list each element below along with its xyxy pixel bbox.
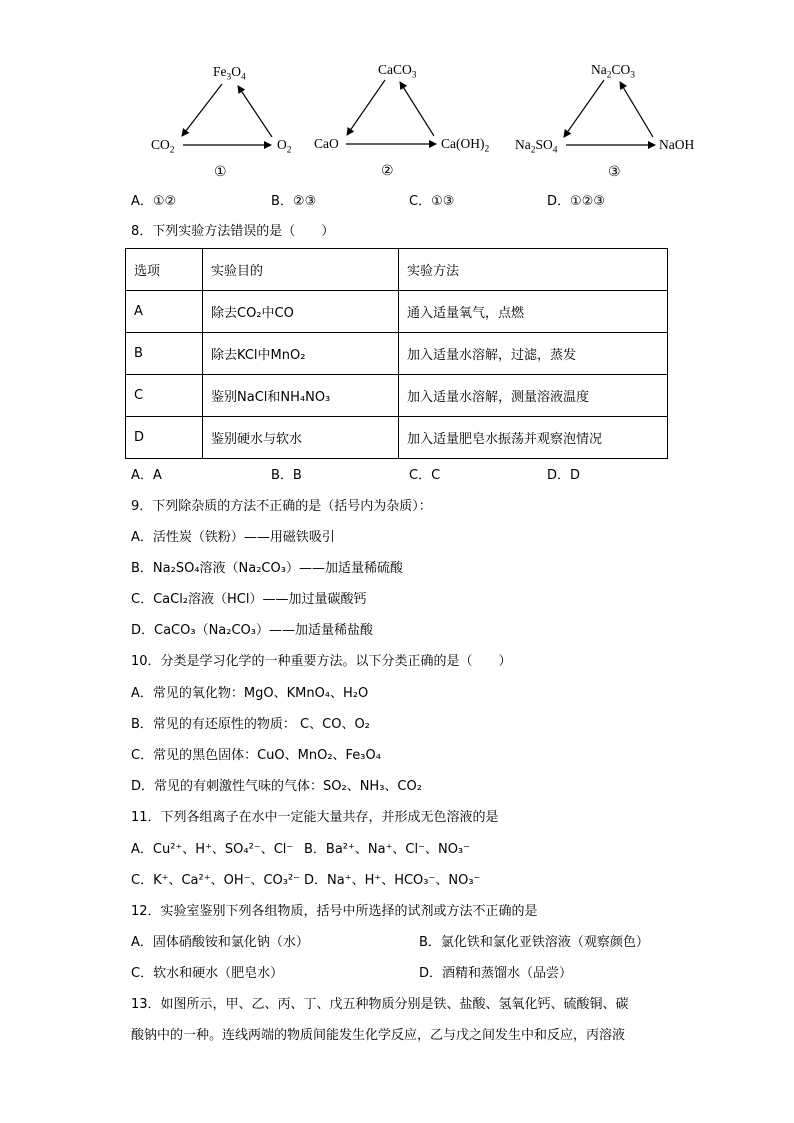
diagram-3-arrows bbox=[564, 80, 655, 145]
table-cell: 加入适量水溶解，过滤，蒸发 bbox=[399, 333, 668, 375]
q10-stem: 10．分类是学习化学的一种重要方法。以下分类正确的是（ ） bbox=[131, 654, 512, 669]
diagram-3-left: $Na_2SO_4$ bbox=[515, 137, 558, 156]
q9-option-b[interactable]: B．Na₂SO₄溶液（Na₂CO₃）——加适量稀硫酸 bbox=[131, 561, 403, 576]
q12-stem: 12．实验室鉴别下列各组物质，括号中所选择的试剂或方法不正确的是 bbox=[131, 904, 538, 919]
q7-option-a[interactable]: A．①② bbox=[131, 194, 177, 209]
q8-option-b[interactable]: B．B bbox=[271, 468, 302, 483]
q9-option-d[interactable]: D．CaCO₃（Na₂CO₃）——加适量稀盐酸 bbox=[131, 623, 373, 638]
q12-option-c[interactable]: C．软水和硬水（肥皂水） bbox=[131, 966, 284, 981]
table-cell: 鉴别硬水与软水 bbox=[203, 417, 399, 459]
diagram-3-top: $Na_2CO_3$ bbox=[591, 62, 635, 81]
q10-option-a[interactable]: A．常见的氧化物：MgO、KMnO₄、H₂O bbox=[131, 686, 369, 701]
q11-stem: 11．下列各组离子在水中一定能大量共存，并形成无色溶液的是 bbox=[131, 810, 499, 825]
diagram-1-arrows bbox=[182, 84, 272, 145]
q13-line-1: 13．如图所示，甲、乙、丙、丁、戊五种物质分别是铁、盐酸、氢氧化钙、硫酸铜、碳 bbox=[131, 997, 629, 1012]
table-row bbox=[126, 375, 668, 417]
table-cell: 加入适量水溶解，测量溶液温度 bbox=[399, 375, 668, 417]
q8-option-d[interactable]: D．D bbox=[547, 468, 581, 483]
q8-option-a[interactable]: A．A bbox=[131, 468, 162, 483]
diagram-2-left: CaO bbox=[314, 136, 339, 151]
table-header-cell: 实验方法 bbox=[399, 249, 668, 291]
table-cell: C bbox=[126, 375, 203, 417]
diagram-1-label: ① bbox=[214, 164, 227, 180]
arrow-na2co3-to-na2so4 bbox=[564, 80, 604, 137]
q13-line-2: 酸钠中的一种。连线两端的物质间能发生化学反应，乙与戊之间发生中和反应，丙溶液 bbox=[131, 1028, 626, 1043]
diagram-2-label: ② bbox=[381, 163, 394, 179]
table-row bbox=[126, 417, 668, 459]
table-cell: B bbox=[126, 333, 203, 375]
reaction-diagrams bbox=[0, 0, 794, 200]
arrow-caco3-to-cao bbox=[347, 80, 385, 135]
q10-option-b[interactable]: B．常见的有还原性的物质： C、CO、O₂ bbox=[131, 717, 370, 732]
arrow-o2-to-fe3o4 bbox=[238, 86, 272, 137]
arrow-caoh2-to-caco3 bbox=[400, 82, 434, 136]
table-header-cell: 实验目的 bbox=[203, 249, 399, 291]
table-cell: 除去KCl中MnO₂ bbox=[203, 333, 399, 375]
q11-option-d[interactable]: D．Na⁺、H⁺、HCO₃⁻、NO₃⁻ bbox=[304, 873, 481, 888]
q9-stem: 9．下列除杂质的方法不正确的是（括号内为杂质）： bbox=[131, 499, 432, 514]
table-cell: A bbox=[126, 291, 203, 333]
q11-option-b[interactable]: B．Ba²⁺、Na⁺、Cl⁻、NO₃⁻ bbox=[304, 842, 471, 857]
diagram-3-label: ③ bbox=[608, 164, 621, 180]
q11-option-a[interactable]: A．Cu²⁺、H⁺、SO₄²⁻、Cl⁻ bbox=[131, 842, 294, 857]
table-cell: 加入适量肥皂水振荡并观察泡情况 bbox=[399, 417, 668, 459]
q11-option-c[interactable]: C．K⁺、Ca²⁺、OH⁻、CO₃²⁻ bbox=[131, 873, 301, 888]
q12-option-d[interactable]: D．酒精和蒸馏水（品尝） bbox=[419, 966, 573, 981]
table-cell: 除去CO₂中CO bbox=[203, 291, 399, 333]
table-header-row bbox=[126, 249, 668, 291]
arrow-fe3o4-to-co2 bbox=[182, 84, 222, 136]
q7-option-c[interactable]: C．①③ bbox=[409, 194, 455, 209]
q8-table bbox=[125, 248, 668, 459]
diagram-1-right: $O_2$ bbox=[277, 137, 292, 156]
diagram-3-right: NaOH bbox=[659, 137, 695, 152]
table-cell: 鉴别NaCl和NH₄NO₃ bbox=[203, 375, 399, 417]
q10-option-c[interactable]: C．常见的黑色固体：CuO、MnO₂、Fe₃O₄ bbox=[131, 748, 381, 763]
q12-option-b[interactable]: B．氯化铁和氯化亚铁溶液（观察颜色） bbox=[419, 935, 649, 950]
q9-option-a[interactable]: A．活性炭（铁粉）——用磁铁吸引 bbox=[131, 530, 335, 545]
q7-option-d[interactable]: D．①②③ bbox=[547, 194, 605, 209]
table-row bbox=[126, 291, 668, 333]
diagram-1-left: $CO_2$ bbox=[151, 137, 175, 156]
q8-option-c[interactable]: C．C bbox=[409, 468, 441, 483]
diagram-1-top: $Fe_3O_4$ bbox=[213, 64, 246, 83]
table-header-cell: 选项 bbox=[126, 249, 203, 291]
q9-option-c[interactable]: C．CaCl₂溶液（HCl）——加过量碳酸钙 bbox=[131, 592, 367, 607]
table-cell: 通入适量氧气，点燃 bbox=[399, 291, 668, 333]
diagram-2-arrows bbox=[346, 80, 436, 144]
diagram-2-right: $Ca(OH)_2$ bbox=[441, 136, 490, 155]
q12-option-a[interactable]: A．固体硝酸铵和氯化钠（水） bbox=[131, 935, 309, 950]
table-row bbox=[126, 333, 668, 375]
q7-option-b[interactable]: B．②③ bbox=[271, 194, 317, 209]
arrow-naoh-to-na2co3 bbox=[620, 82, 653, 137]
q10-option-d[interactable]: D．常见的有刺激性气味的气体：SO₂、NH₃、CO₂ bbox=[131, 779, 422, 794]
diagram-2-top: CaCO$_3$ bbox=[378, 62, 417, 81]
q8-stem: 8．下列实验方法错误的是（ ） bbox=[131, 224, 335, 239]
table-cell: D bbox=[126, 417, 203, 459]
